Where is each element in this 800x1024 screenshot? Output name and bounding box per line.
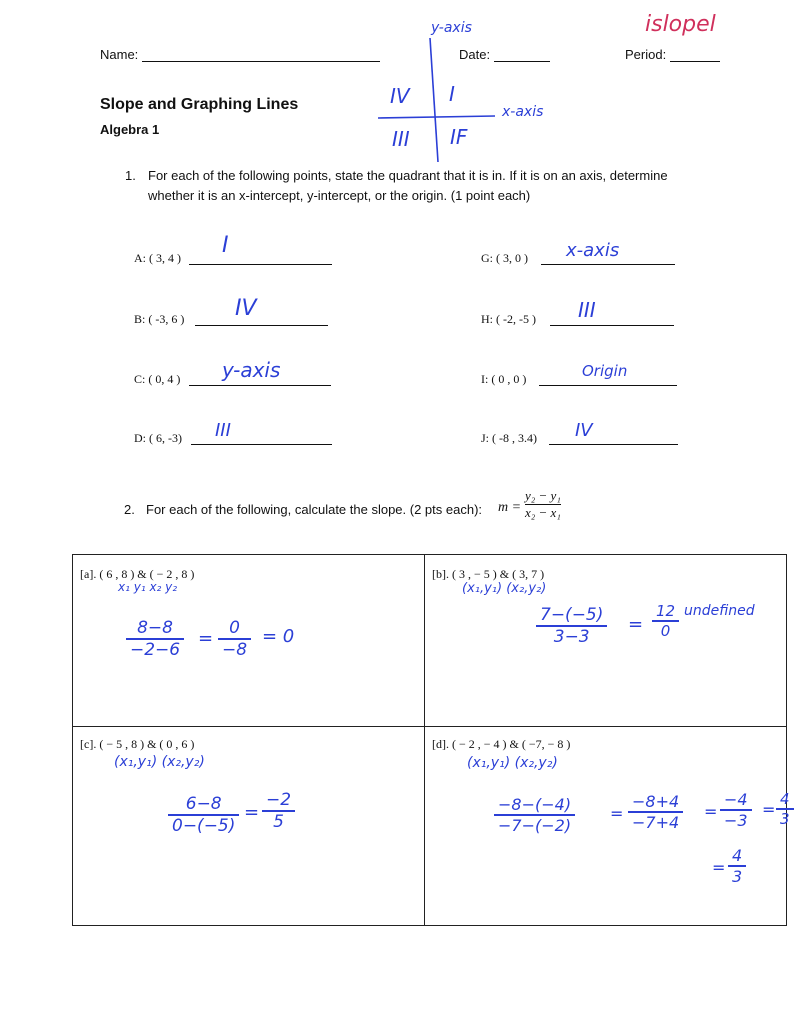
point-c-answer: y-axis	[222, 358, 281, 382]
problem-d-final-den: 3	[732, 866, 743, 886]
problem-b-fraction-1	[536, 605, 607, 647]
point-j-answer: IV	[575, 420, 593, 441]
sketch-y-axis-line	[430, 38, 438, 162]
sketch-quadrant-2: IV	[390, 84, 410, 108]
sketch-quadrant-1: I	[449, 82, 455, 106]
problem-c-equals-1: =	[244, 802, 260, 823]
problem-d-equals-3: =	[762, 800, 776, 819]
problem-d-final-fraction	[728, 846, 746, 886]
problem-c-f1-den: 0−(−5)	[172, 815, 236, 836]
point-g-answer-line	[541, 264, 675, 265]
problem-b-f2-den: 0	[660, 621, 671, 640]
period-field	[625, 47, 720, 62]
point-b-answer: IV	[235, 296, 257, 321]
slope-formula-numerator: y₂ − y₁	[525, 488, 561, 503]
period-blank	[670, 47, 720, 62]
point-a-answer: I	[222, 233, 229, 258]
problem-d-fraction-2	[628, 792, 683, 832]
point-c-answer-line	[189, 385, 331, 386]
point-d-label: D: ( 6, -3)	[134, 431, 182, 445]
question1-text-line1: For each of the following points, state the quadrant that it is in. If it is on an axis, determine	[148, 168, 668, 183]
problem-a-f2-num: 0	[229, 618, 240, 638]
problem-c-fraction-2	[262, 790, 295, 832]
point-g-answer: x-axis	[566, 240, 620, 261]
problem-c-annotation: (x₁,y₁) (x₂,y₂)	[114, 754, 205, 770]
sketch-quadrant-4: IF	[450, 125, 468, 149]
name-label: Name:	[100, 47, 139, 62]
problem-d-f4-den: 3	[780, 809, 790, 828]
point-d-answer-line	[191, 444, 332, 445]
problem-d-f1-num: −8−(−4)	[498, 795, 572, 814]
problem-d-f1-den: −7−(−2)	[498, 815, 572, 835]
problem-b-fraction-2	[652, 602, 679, 640]
point-h-label: H: ( -2, -5 )	[481, 312, 536, 326]
problem-a-annotation: x₁ y₁ x₂ y₂	[118, 580, 178, 594]
problem-d-label: [d]. ( − 2 , − 4 ) & ( −7, − 8 )	[432, 737, 571, 751]
problem-a-fraction-1	[126, 618, 184, 660]
problem-b-f2-num: 12	[656, 602, 676, 620]
problem-d-f3-num: −4	[724, 790, 748, 809]
problem-c-f2-num: −2	[266, 790, 292, 810]
point-d-answer: III	[215, 420, 231, 441]
question2-number: 2.	[124, 502, 135, 517]
slope-formula-lhs: m =	[498, 500, 522, 515]
problem-a-f1-num: 8−8	[137, 618, 173, 638]
period-label: Period:	[625, 47, 667, 62]
sketch-y-axis-label: y-axis	[431, 20, 472, 36]
problem-d-equals-1: =	[610, 804, 624, 823]
problem-d-annotation: (x₁,y₁) (x₂,y₂)	[467, 755, 558, 771]
problem-b-f1-den: 3−3	[553, 626, 590, 647]
problem-d-fraction-1	[494, 795, 575, 835]
problem-d-f3-den: −3	[724, 810, 748, 830]
sketch-x-axis-label: x-axis	[502, 104, 544, 120]
question2-text: For each of the following, calculate the slope. (2 pts each):	[146, 502, 483, 517]
name-blank	[142, 47, 380, 62]
problem-d-final-num: 4	[732, 846, 743, 865]
problem-b-result: undefined	[684, 603, 755, 619]
page-subtitle: Algebra 1	[100, 122, 160, 137]
problem-d-f4-num: 4	[780, 790, 790, 808]
problem-a-result: = 0	[262, 626, 295, 647]
point-j-answer-line	[549, 444, 678, 445]
point-b-label: B: ( -3, 6 )	[134, 312, 185, 326]
point-h-answer-line	[550, 325, 674, 326]
point-h-answer: III	[578, 298, 596, 322]
problem-b-annotation: (x₁,y₁) (x₂,y₂)	[462, 581, 547, 596]
grid-vertical-divider	[424, 555, 425, 925]
grid-horizontal-divider	[73, 726, 786, 727]
point-j-label: J: ( -8 , 3.4)	[481, 431, 537, 445]
problem-a-fraction-2	[218, 618, 251, 660]
problem-d-f2-den: −7+4	[632, 812, 680, 832]
slope-formula	[525, 488, 561, 521]
question1-number: 1.	[125, 168, 136, 183]
point-b-answer-line	[195, 325, 328, 326]
page-title: Slope and Graphing Lines	[100, 96, 299, 113]
point-i-answer: Origin	[582, 362, 628, 380]
problem-d-final-equals: =	[712, 858, 726, 877]
point-g-label: G: ( 3, 0 )	[481, 251, 528, 265]
problem-b-f1-num: 7−(−5)	[540, 605, 604, 625]
problem-d-fraction-3	[720, 790, 752, 830]
problem-c-fraction-1	[168, 794, 239, 836]
point-a-label: A: ( 3, 4 )	[134, 251, 181, 265]
problem-c-f2-den: 5	[273, 811, 284, 832]
handwritten-note: islopel	[645, 12, 716, 37]
problem-b-equals-1: =	[628, 614, 644, 635]
sketch-quadrant-3: III	[392, 127, 410, 151]
problem-b-label: [b]. ( 3 , − 5 ) & ( 3, 7 )	[432, 567, 545, 581]
point-i-answer-line	[539, 385, 677, 386]
point-c-label: C: ( 0, 4 )	[134, 372, 181, 386]
problem-d-fraction-4	[776, 790, 794, 828]
problem-c-f1-num: 6−8	[185, 794, 222, 814]
problem-a-f2-den: −8	[222, 639, 248, 660]
problem-a-equals-1: =	[198, 628, 214, 649]
slope-formula-denominator: x₂ − x₁	[525, 505, 561, 520]
name-field	[100, 47, 380, 62]
problem-c-label: [c]. ( − 5 , 8 ) & ( 0 , 6 )	[80, 737, 195, 751]
sketch-x-axis-line	[378, 116, 495, 118]
point-i-label: I: ( 0 , 0 )	[481, 372, 527, 386]
problem-a-f1-den: −2−6	[130, 639, 181, 660]
problem-d-f2-num: −8+4	[632, 792, 680, 811]
point-a-answer-line	[189, 264, 332, 265]
problem-d-equals-2: =	[704, 802, 718, 821]
date-label: Date:	[459, 47, 491, 62]
problem-a-label: [a]. ( 6 , 8 ) & ( − 2 , 8 )	[80, 567, 195, 581]
question1-text-line2: whether it is an x-intercept, y-intercept, or the origin. (1 point each)	[148, 188, 531, 203]
